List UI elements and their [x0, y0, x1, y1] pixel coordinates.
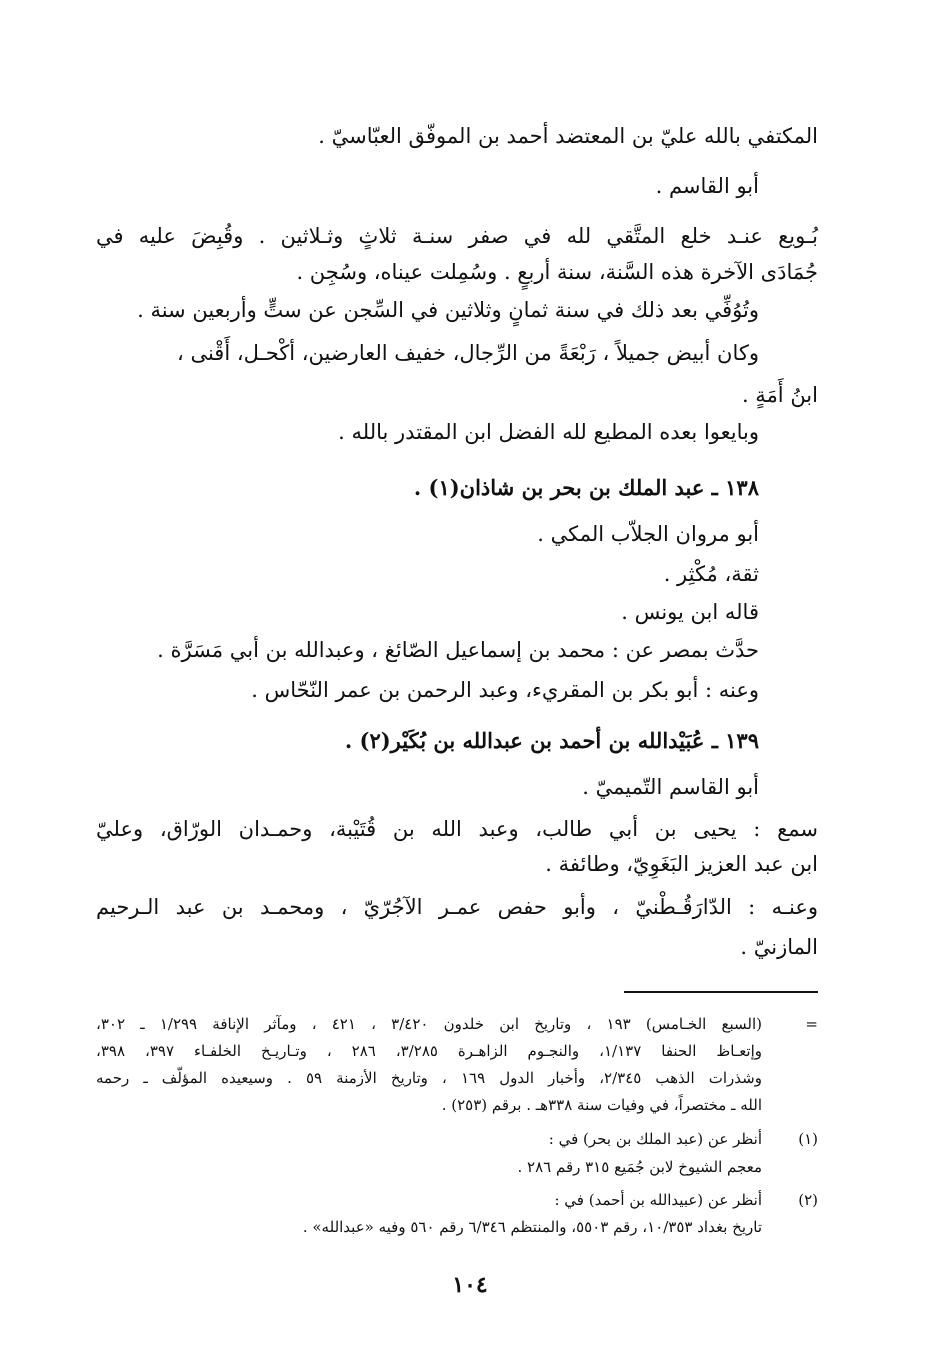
text-line: وكان أبيض جميلاً ، رَبْعَةً من الرِّجال، خفيف العارضين، أكْحـل، أَقْنى ،	[177, 341, 759, 365]
text-line: سمع : يحيى بن أبي طالب، وعبد الله بن قُتَيْبة، وحمـدان الورّاق، وعليّ	[96, 817, 818, 841]
footnote-line: (السبع الخـامس) ١٩٣ ، وتاريخ ابن خلدون ٣/٤٢٠ ، ٤٢١ ، ومآثر الإنافة ١/٢٩٩ ـ ٣٠٢،	[96, 1015, 762, 1033]
text-line: ابنُ أَمَةٍ .	[741, 383, 818, 407]
text-line: المازنيّ .	[740, 935, 818, 959]
footnote-separator	[624, 991, 818, 993]
footnote-line: أنظر عن (عبيدالله بن أحمد) في :	[554, 1191, 762, 1209]
footnote-line: تاريخ بغداد ١٠/٣٥٣، رقم ٥٥٠٣، والمنتظم ٦/٣٤٦ رقم ٥٦٠ وفيه «عبدالله» .	[302, 1218, 762, 1236]
entry-heading-139: ١٣٩ ـ عُبَيْدالله بن أحمد بن عبدالله بن بُكَيْر(٢) .	[344, 728, 759, 753]
footnote-marker-2: (٢)	[798, 1191, 818, 1209]
footnote-line: معجم الشيوخ لابن جُمَيع ٣١٥ رقم ٢٨٦ .	[517, 1158, 762, 1176]
page-number: ١٠٤	[452, 1272, 488, 1298]
footnote-continuation-marker: =	[805, 1015, 818, 1033]
entry-heading-138: ١٣٨ ـ عبد الملك بن بحر بن شاذان(١) .	[413, 475, 759, 500]
text-line: جُمَادَى الآخرة هذه السَّنة، سنة أربعٍ . وسُمِلت عيناه، وسُجِن .	[296, 260, 818, 284]
text-line: قاله ابن يونس .	[621, 600, 759, 624]
text-line: أبو القاسم التّميميّ .	[582, 775, 759, 799]
footnote-line: أنظر عن (عبد الملك بن بحر) في :	[548, 1130, 762, 1148]
text-line: ثقة، مُكْثِر .	[663, 562, 759, 586]
footnote-line: وإتعـاظ الحنفا ١/١٣٧، والنجـوم الزاهـرة ٣/٢٨٥، ٢٨٦ ، وتـاريـخ الخلفـاء ٣٩٧، ٣٩٨،	[96, 1042, 763, 1060]
text-line: بُـويع عنـد خلع المتَّقي لله في صفر سنـة ثلاثٍ وثـلاثين . وقُبِضَ عليه في	[96, 224, 818, 248]
text-line: حدَّث بمصر عن : محمد بن إسماعيل الصّائغ ، وعبدالله بن أبي مَسَرَّة .	[157, 638, 759, 662]
text-line: وعنه : أبو بكر بن المقريء، وعبد الرحمن بن عمر النّحّاس .	[251, 678, 759, 702]
text-line: ابن عبد العزيز البَغَوِيّ، وطائفة .	[545, 852, 818, 876]
footnote-marker-1: (١)	[798, 1130, 818, 1148]
text-line: وعنـه : الدّارَقُـطْنيّ ، وأبو حفص عمـر الآجُرّيّ ، ومحمـد بن عبد الـرحيم	[96, 895, 818, 919]
text-line: أبو مروان الجلاّب المكي .	[537, 522, 759, 546]
text-line: وبايعوا بعده المطيع لله الفضل ابن المقتدر بالله .	[338, 420, 759, 444]
footnote-line: الله ـ مختصراً، في وفيات سنة ٣٣٨هـ . برقم (٢٥٣) .	[441, 1096, 762, 1114]
text-line: وتُوُفِّي بعد ذلك في سنة ثمانٍ وثلاثين في السِّجن عن ستٍّ وأربعين سنة .	[137, 298, 759, 322]
footnote-line: وشذرات الذهب ٢/٣٤٥، وأخبار الدول ١٦٩ ، وتاريخ الأزمنة ٥٩ . وسيعيده المؤلّف ـ رحمه	[96, 1069, 762, 1087]
text-line: أبو القاسم .	[655, 174, 759, 198]
text-line: المكتفي بالله عليّ بن المعتضد أحمد بن الموفّق العبّاسيّ .	[318, 124, 818, 148]
